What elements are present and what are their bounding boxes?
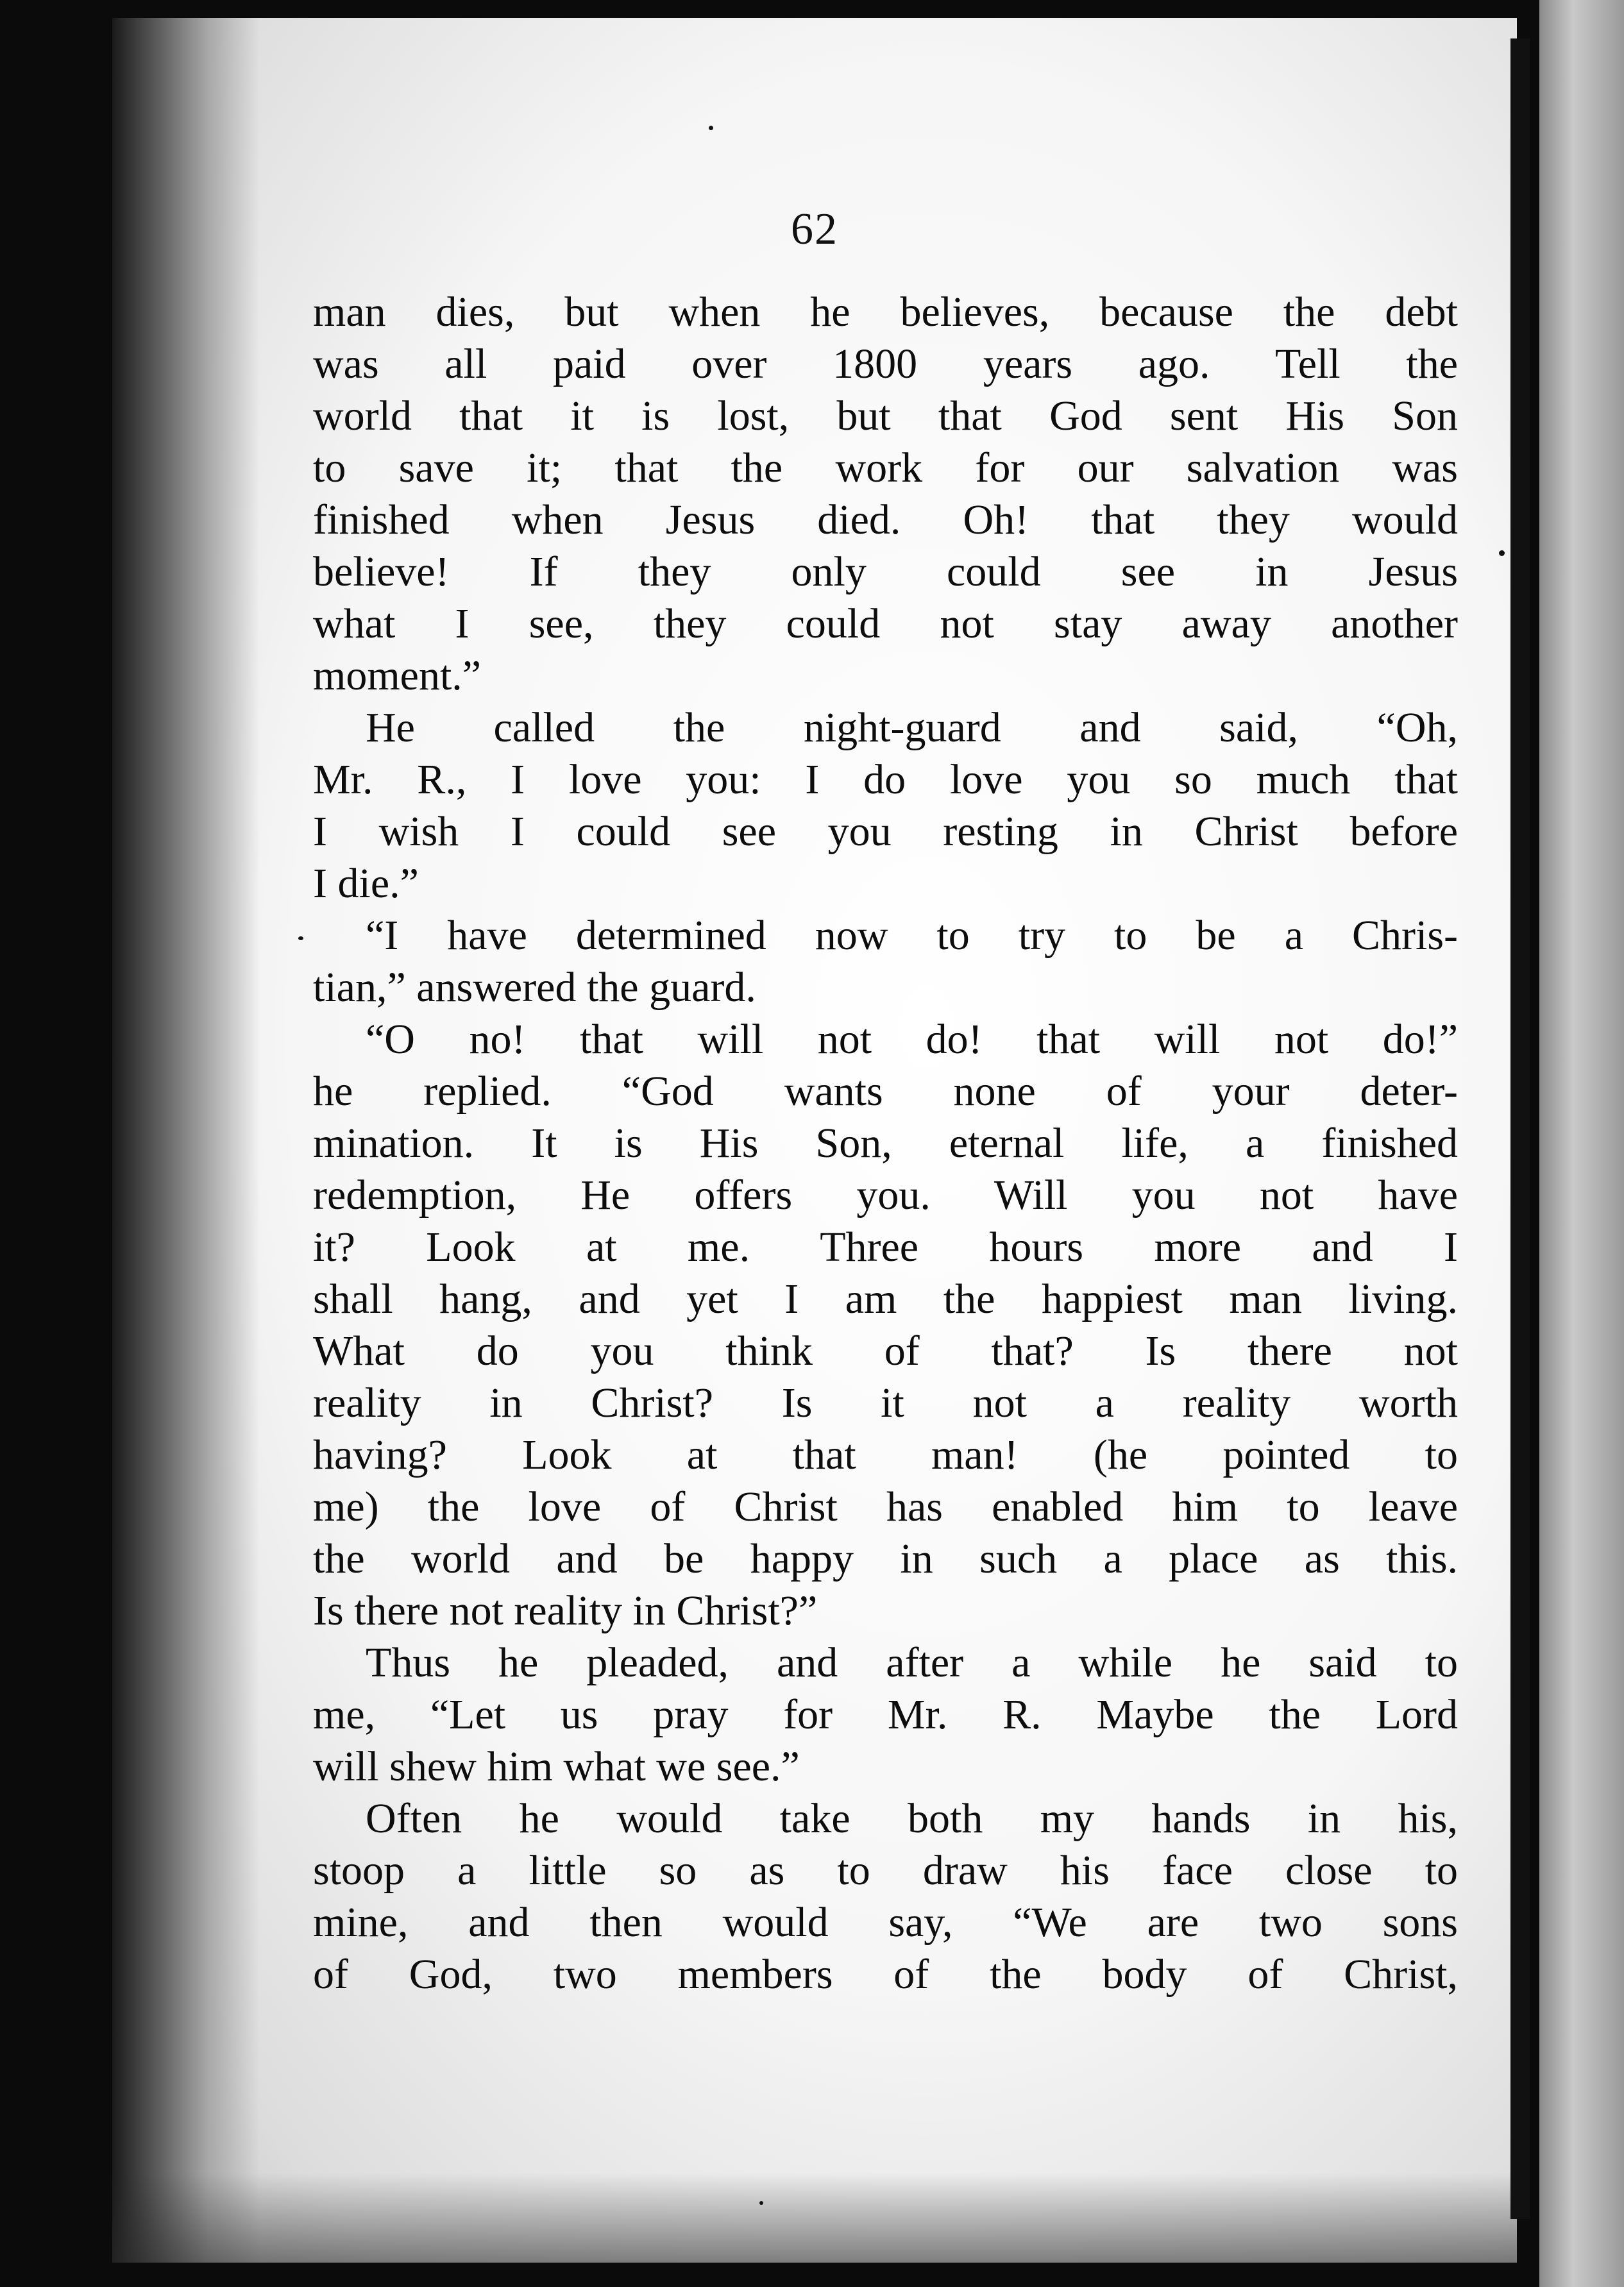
text-line: Is there not reality in Christ?” bbox=[313, 1587, 818, 1634]
page-edge-strip bbox=[1510, 38, 1530, 2219]
text-line: finished when Jesus died. Oh! that they would bbox=[313, 496, 1458, 543]
text-line: tian,” answered the guard. bbox=[313, 964, 756, 1011]
facing-page-edge bbox=[1539, 0, 1624, 2287]
text-line: He called the night-guard and said, “Oh, bbox=[366, 704, 1458, 751]
text-line: reality in Christ? Is it not a reality worth bbox=[313, 1380, 1458, 1426]
text-line: Often he would take both my hands in his, bbox=[366, 1795, 1458, 1842]
text-line: “O no! that will not do! that will not do!” bbox=[366, 1016, 1458, 1063]
text-line: will shew him what we see.” bbox=[313, 1743, 800, 1790]
text-line: world that it is lost, but that God sent His Son bbox=[313, 392, 1458, 439]
ink-speck bbox=[1499, 550, 1505, 556]
text-line: mine, and then would say, “We are two sons bbox=[313, 1899, 1458, 1946]
text-line: to save it; that the work for our salvation was bbox=[313, 444, 1458, 491]
text-line: mination. It is His Son, eternal life, a finished bbox=[313, 1120, 1458, 1167]
text-line: what I see, they could not stay away another bbox=[313, 600, 1458, 647]
ink-speck bbox=[298, 936, 303, 940]
text-line: man dies, but when he believes, because the debt bbox=[313, 289, 1458, 335]
text-line: it? Look at me. Three hours more and I bbox=[313, 1224, 1458, 1270]
text-line: having? Look at that man! (he pointed to bbox=[313, 1431, 1458, 1478]
text-line: me) the love of Christ has enabled him to leave bbox=[313, 1483, 1458, 1530]
text-line: of God, two members of the body of Christ, bbox=[313, 1951, 1458, 1998]
text-line: moment.” bbox=[313, 652, 482, 699]
text-line: What do you think of that? Is there not bbox=[313, 1328, 1458, 1374]
text-line: stoop a little so as to draw his face close to bbox=[313, 1847, 1458, 1894]
text-line: me, “Let us pray for Mr. R. Maybe the Lord bbox=[313, 1691, 1458, 1738]
gutter-shadow bbox=[112, 18, 260, 2263]
text-line: I wish I could see you resting in Christ before bbox=[313, 808, 1458, 855]
text-line: “I have determined now to try to be a Chris- bbox=[366, 912, 1458, 959]
text-line: was all paid over 1800 years ago. Tell the bbox=[313, 341, 1458, 387]
text-line: believe! If they only could see in Jesus bbox=[313, 548, 1458, 595]
body-text bbox=[313, 286, 1458, 2000]
text-line: Thus he pleaded, and after a while he said to bbox=[366, 1639, 1458, 1686]
ink-speck bbox=[709, 126, 713, 130]
page-number: 62 bbox=[791, 205, 838, 254]
text-line: shall hang, and yet I am the happiest man living. bbox=[313, 1276, 1458, 1322]
ink-speck bbox=[759, 2201, 763, 2205]
book-page bbox=[112, 18, 1517, 2263]
text-line: Mr. R., I love you: I do love you so much that bbox=[313, 756, 1458, 803]
bottom-shadow bbox=[112, 2173, 1517, 2263]
text-line: he replied. “God wants none of your deter- bbox=[313, 1068, 1458, 1115]
text-line: I die.” bbox=[313, 860, 419, 907]
text-line: the world and be happy in such a place as this. bbox=[313, 1535, 1458, 1582]
text-line: redemption, He offers you. Will you not have bbox=[313, 1172, 1458, 1219]
